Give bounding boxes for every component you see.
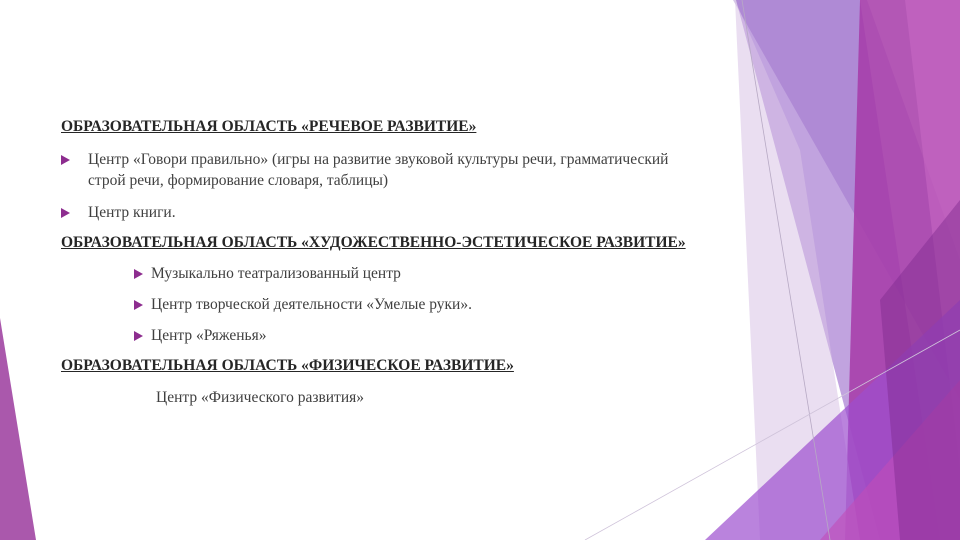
bullet-arrow-icon — [134, 300, 143, 310]
bullet-arrow-icon — [61, 208, 70, 218]
slide-content — [61, 116, 701, 408]
bullet-item-book-center — [61, 202, 701, 223]
bullet-arrow-icon — [134, 269, 143, 279]
section-heading-art: ОБРАЗОВАТЕЛЬНАЯ ОБЛАСТЬ «ХУДОЖЕСТВЕННО-ЭСТЕТИЧЕСКОЕ РАЗВИТИЕ» — [61, 234, 686, 251]
bullet-item-dressing-up — [61, 325, 701, 346]
bullet-item-speak-correctly — [61, 149, 701, 191]
section-heading-speech: ОБРАЗОВАТЕЛЬНАЯ ОБЛАСТЬ «РЕЧЕВОЕ РАЗВИТИЕ» — [61, 118, 477, 135]
bullet-item-creative-activity — [61, 294, 701, 315]
bullet-item-music-theatre — [61, 263, 701, 284]
bullet-text: Центр «Говори правильно» (игры на развитие звуковой культуры речи, грамматический строй речи, формирование словаря, таблицы) — [88, 151, 669, 189]
bullet-arrow-icon — [134, 331, 143, 341]
bullet-text: Центр творческой деятельности «Умелые руки». — [151, 296, 472, 313]
physical-center-text: Центр «Физического развития» — [156, 389, 365, 406]
bullet-text: Центр книги. — [88, 204, 176, 221]
bullet-text: Музыкально театрализованный центр — [151, 265, 401, 282]
bullet-arrow-icon — [61, 155, 70, 165]
bullet-text: Центр «Ряженья» — [151, 327, 267, 344]
left-edge-shape — [0, 318, 36, 540]
section-heading-physical: ОБРАЗОВАТЕЛЬНАЯ ОБЛАСТЬ «ФИЗИЧЕСКОЕ РАЗВИТИЕ» — [61, 357, 514, 374]
